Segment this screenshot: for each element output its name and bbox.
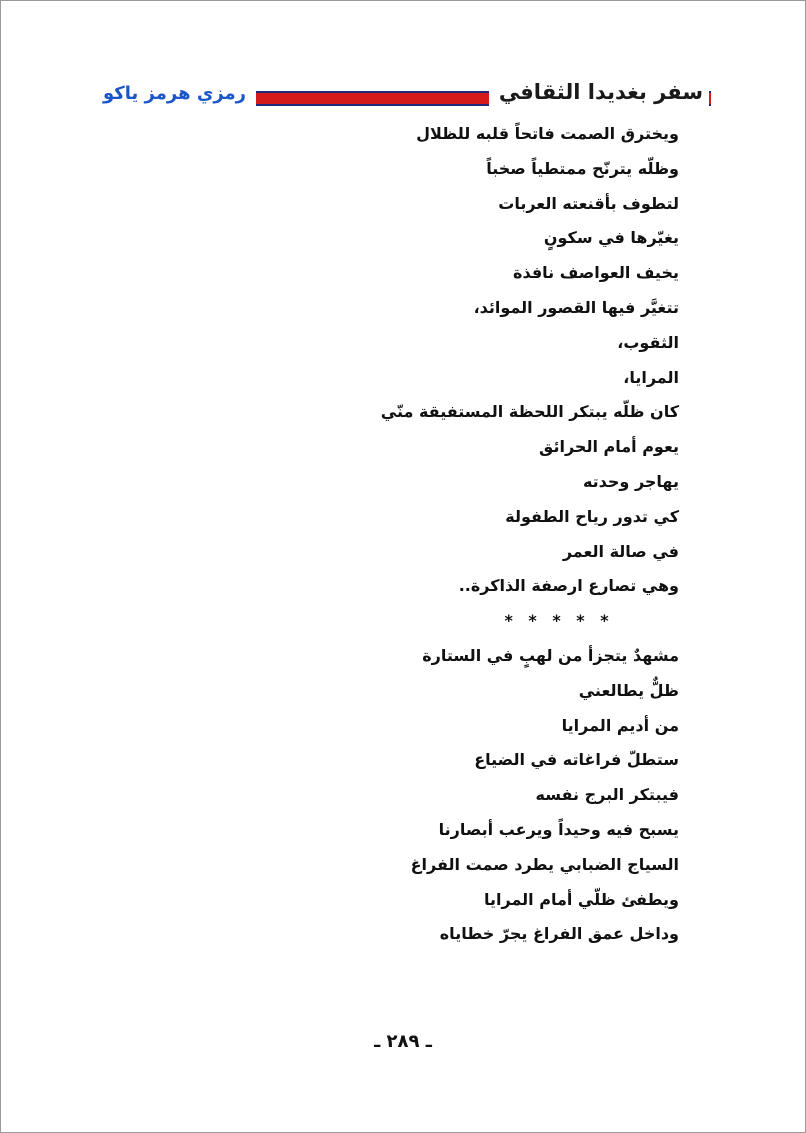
poem-line: تتغيَّر فيها القصور الموائد، [473,297,679,317]
poem-line: في صالة العمر [562,541,679,561]
section-separator: * * * * * [504,611,614,631]
poem-line: وهي تصارع ارصفة الذاكرة.. [458,576,679,596]
book-title: سفر بغديدا الثقافي [489,77,709,107]
page-number: ـ ٢٨٩ ـ [374,1031,432,1052]
poem-text [159,117,679,952]
poem-line: كي تدور رياح الطفولة [505,506,679,526]
poem-line: يهاجر وحدته [582,471,679,491]
poem-line: ظلٌّ يطالعني [578,680,679,700]
poem-line: المرايا، [623,367,679,387]
poem-line: كان ظلّه يبتكر اللحظة المستفيقة منّي [380,402,679,422]
poem-line: فيبتكر البرج نفسه [535,785,679,805]
poem-line: ستطلّ فراغاته في الضياع [474,750,679,770]
poem-line: يغيّرها في سكونٍ [543,228,679,248]
poem-line: ويخترق الصمت فاتحاً قلبه للظلال [416,124,679,143]
poem-line: وداخل عمق الفراغ يجرّ خطاياه [439,924,679,944]
poem-line: من أديم المرايا [561,715,679,735]
poem-line: وظلّه يترنّح ممتطياً صخباً [486,158,679,178]
poem-line: السياج الضبابي يطرد صمت الفراغ [410,854,679,874]
poem-line: يعوم أمام الحرائق [539,437,679,457]
poem-line: يخيف العواصف نافذة [513,263,679,283]
poem-line: ويطفئ ظلّي أمام المرايا [483,889,679,909]
author-name: رمزي هرمز ياكو [97,80,256,108]
poem-line: مشهدٌ يتجزأ من لهبٍ في الستارة [422,645,679,665]
poem-line: الثقوب، [617,332,679,352]
poem-line: لتطوف بأقنعته العربات [498,193,679,213]
poem-line: يسبح فيه وحيداً ويرعب أبصارنا [438,819,679,839]
